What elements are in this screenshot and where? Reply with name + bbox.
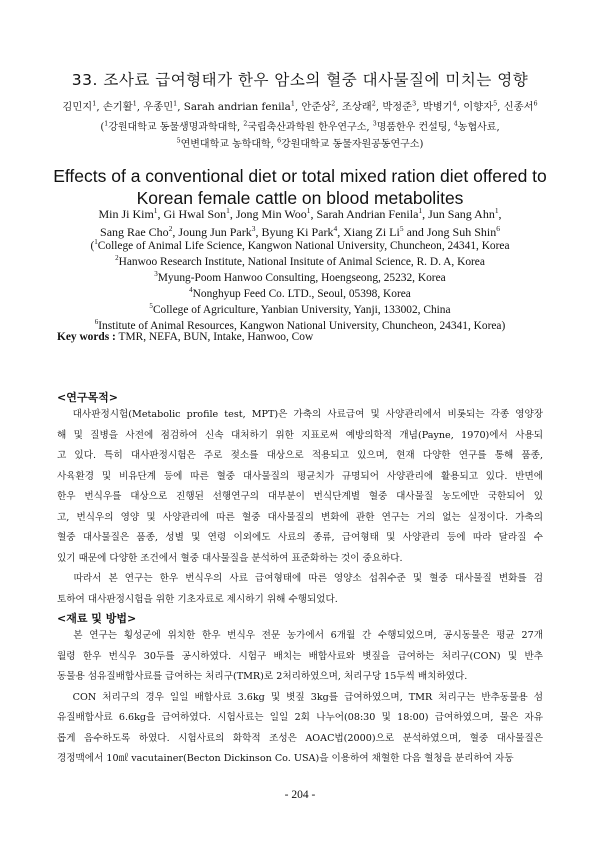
affiliation-name: 국립축산과학원 한우연구소: [247, 122, 367, 133]
affiliation-name: 강원대학교 동물자원공동연구소: [281, 139, 420, 150]
author-affiliation-mark: 2: [371, 99, 376, 108]
affiliation-mark: 4: [453, 120, 458, 128]
author-name: 조상래: [341, 101, 372, 113]
author-affiliation-mark: 1: [92, 99, 97, 108]
author-name: Sang Rae Cho: [100, 225, 169, 239]
affiliation-mark: 1: [104, 120, 109, 128]
english-affiliation-line: ($^1$College of Animal Life Science, Kangwon National University, Chuncheon, 24341, Korea: [90, 238, 510, 252]
author-affiliation-mark: 5: [493, 99, 498, 108]
english-affiliation-line: [0, 288, 600, 300]
author-affiliation-mark: 1: [306, 206, 311, 215]
affiliation-name: 연변대학교 농학대학: [180, 139, 271, 150]
paragraph-line: 경정맥에서 10㎖ vacutainer(Becton Dickinson Co. USA)을 이용하여 채혈한 다음 혈청을 분리하여 자동: [57, 753, 514, 764]
affiliation-mark: 6: [94, 318, 99, 327]
author-name: 박정준: [382, 101, 413, 113]
author-name: Min Ji Kim: [98, 207, 154, 221]
affiliation-name: 농협사료: [457, 122, 497, 133]
author-affiliation-mark: 1: [290, 99, 295, 108]
english-title-line: Korean female cattle on blood metabolites: [136, 188, 464, 208]
author-name: Sarah andrian fenila: [183, 101, 291, 113]
author-name: Jong Suh Shin: [426, 225, 497, 239]
english-affiliation-line: [0, 256, 600, 268]
keywords-line: [57, 331, 313, 343]
paragraph-line: 대사판정시험(Metabolic profile test, MPT)은 가축의 사료급여 및 사양관리에서 비롯되는 각종 영양장: [57, 409, 543, 420]
author-name: Jun Sang Ahn: [428, 207, 495, 221]
affiliation-mark: 5: [176, 137, 181, 145]
author-affiliation-mark: 6: [496, 224, 500, 233]
author-name: Gi Hwal Son: [163, 207, 227, 221]
author-name: 신종서: [503, 101, 534, 113]
affiliation-name: Myung-Poom Hanwoo Consulting, Hoengseong, 25232, Korea: [157, 272, 446, 284]
author-affiliation-mark: 1: [173, 99, 178, 108]
affiliation-mark: 3: [154, 270, 158, 279]
section-heading: <재료 및 방법>: [57, 612, 137, 625]
author-affiliation-mark: 1: [418, 206, 423, 215]
author-affiliation-mark: 1: [153, 206, 158, 215]
korean-authors: 김민지$^1$, 손기활$^1$, 우종민$^1$, Sarah andrian fenila$^1$, 안준상$^2$, 조상래$^2$, 박정준$^3$, 박병기$^4$, 이향자$^5$, 신종서$^6$: [62, 99, 538, 113]
author-affiliation-mark: 1: [226, 206, 230, 215]
author-affiliation-mark: 5: [399, 224, 404, 233]
english-authors-line: Min Ji Kim$^1$, Gi Hwal Son$^1$, Jong Min Woo$^1$, Sarah Andrian Fenila$^1$, Jun Sang Ahn$^1$,: [98, 206, 502, 221]
english-affiliation-line: [0, 304, 600, 316]
paragraph-line: 고 있다. 특히 대사판정시험은 주로 젖소를 대상으로 적용되고 있으며, 현재 다양한 연구를 통해 품종,: [57, 450, 543, 461]
author-affiliation-mark: 1: [132, 99, 137, 108]
korean-affiliation-line: ($^1$강원대학교 동물생명과학대학, $^2$국립축산과학원 한우연구소, $^3$명품한우 컨설팅, $^4$농협사료,: [100, 120, 500, 133]
affiliation-mark: 2: [243, 120, 248, 128]
paragraph-line: 따라서 본 연구는 한우 번식우의 사료 급여형태에 따른 영양소 섭취수준 및 혈중 대사물질 변화를 검: [57, 573, 543, 584]
affiliation-name: College of Agriculture, Yanbian University, Yanji, 133002, China: [152, 304, 451, 316]
author-affiliation-mark: 3: [251, 224, 256, 233]
paragraph-line: 사육환경 및 비유단계 등에 따른 혈중 대사물질의 평균치가 규명되어 사양관리에 활용되고 있다. 반면에: [57, 470, 543, 482]
author-name: 안준상: [301, 101, 332, 113]
affiliation-name: Hanwoo Research Institute, National Insitute of Animal Science, R. D. A, Korea: [118, 256, 485, 268]
author-name: 우종민: [143, 101, 174, 113]
affiliation-mark: 5: [149, 302, 153, 311]
korean-title: 33. 조사료 급여형태가 한우 암소의 혈중 대사물질에 미치는 영향: [71, 71, 529, 89]
author-name: 이향자: [463, 101, 494, 113]
paragraph-line: 월령 한우 번식우 30두를 공시하였다. 시험구 배치는 배합사료와 볏짚을 급여하는 처리구(CON) 및 반추: [57, 650, 543, 662]
paragraph-line: 있기 때문에 다양한 조건에서 혈중 대사물질을 분석하여 표준화하는 것이 중요하다.: [57, 552, 403, 564]
page-number: - 204 -: [284, 789, 316, 801]
author-name: 박병기: [422, 101, 453, 113]
author-name: Sarah Andrian Fenila: [316, 207, 419, 221]
paragraph-line: CON 처리구의 경우 일일 배합사료 3.6kg 및 볏짚 3kg를 급여하였으며, TMR 처리구는 반추동물용 섬: [57, 691, 543, 703]
affiliation-name: Nonghyup Feed Co. LTD., Seoul, 05398, Korea: [192, 288, 411, 300]
affiliation-name: 강원대학교 동물생명과학대학: [108, 122, 237, 133]
author-affiliation-mark: 4: [452, 99, 457, 108]
korean-affiliation-line: $^5$연변대학교 농학대학, $^6$강원대학교 동물자원공동연구소): [176, 137, 424, 150]
affiliation-mark: 1: [94, 238, 98, 247]
affiliation-mark: 2: [115, 254, 119, 263]
affiliation-name: College of Animal Life Science, Kangwon National University, Chuncheon, 24341, Korea: [97, 240, 510, 252]
keywords-label: Key words :: [57, 331, 116, 343]
english-authors-line: Sang Rae Cho$^2$, Joung Jun Park$^3$, Byung Ki Park$^4$, Xiang Zi Li$^5$ and Jong Suh Shin$^6$: [100, 224, 500, 239]
paragraph-line: 동물용 섬유질배합사료를 급여하는 처리구(TMR)로 2처리하였으며, 처리구당 15두씩 배치하였다.: [57, 671, 468, 682]
paragraph-line: 롭게 음수하도록 하였다. 시험사료의 화학적 조성은 AOAC법(2000)으로 분석하였으며, 혈중 대사물질은: [57, 732, 543, 744]
author-name: 손기활: [102, 101, 133, 113]
paragraph-line: 한우 번식우를 대상으로 진행된 선행연구의 대부분이 번식단계별 혈중 대사물질 농도에만 국한되어 있: [57, 491, 543, 502]
author-affiliation-mark: 2: [168, 224, 173, 233]
english-title-line: Effects of a conventional diet or total mixed ration diet offered to: [53, 166, 547, 186]
affiliation-mark: 4: [189, 286, 193, 295]
paragraph-line: 유질배합사료 6.6kg을 급여하였다. 시험사료는 일일 2회 나누어(08:30 및 18:00) 급여하였으며, 물은 자유: [57, 712, 543, 723]
author-name: 김민지: [62, 101, 93, 113]
author-name: Byung Ki Park: [261, 225, 334, 239]
author-affiliation-mark: 6: [533, 99, 538, 108]
author-affiliation-mark: 3: [412, 99, 417, 108]
paragraph-line: 토하여 대사판정시험을 위한 기초자료로 제시하기 위해 수행되었다.: [57, 593, 338, 605]
affiliation-name: 명품한우 컨설팅: [376, 122, 448, 133]
paragraph-line: 혈중 대사물질은 품종, 성별 및 연령 이외에도 사료의 종류, 급여형태 및 사양관리 등에 따라 달라질 수: [57, 532, 543, 543]
english-affiliation-line: [0, 272, 600, 284]
affiliation-mark: 3: [372, 120, 377, 128]
affiliation-mark: 6: [277, 137, 282, 145]
author-name: Joung Jun Park: [178, 225, 252, 239]
paragraph-line: 고, 번식우의 영양 및 사양관리에 따른 혈중 대사물질의 변화에 관한 연구는 거의 없는 실정이다. 가축의: [57, 511, 543, 523]
author-affiliation-mark: 4: [333, 224, 338, 233]
keywords-text: TMR, NEFA, BUN, Intake, Hanwoo, Cow: [118, 331, 314, 343]
author-name: Xiang Zi Li: [343, 225, 400, 239]
author-affiliation-mark: 2: [331, 99, 336, 108]
author-name: Jong Min Woo: [235, 207, 307, 221]
paragraph-line: 본 연구는 횡성군에 위치한 한우 번식우 전문 농가에서 6개월 간 수행되었으며, 공시동물은 평균 27개: [57, 630, 543, 641]
paragraph-line: 해 및 질병을 사전에 점검하여 신속 대처하기 위한 지표로써 예방의학적 개념(Payne, 1970)에서 사용되: [57, 429, 543, 441]
author-affiliation-mark: 1: [494, 206, 499, 215]
section-heading: <연구목적>: [57, 391, 118, 404]
affiliation-name: Institute of Animal Resources, Kangwon National University, Chuncheon, 24341, Korea): [98, 320, 506, 332]
